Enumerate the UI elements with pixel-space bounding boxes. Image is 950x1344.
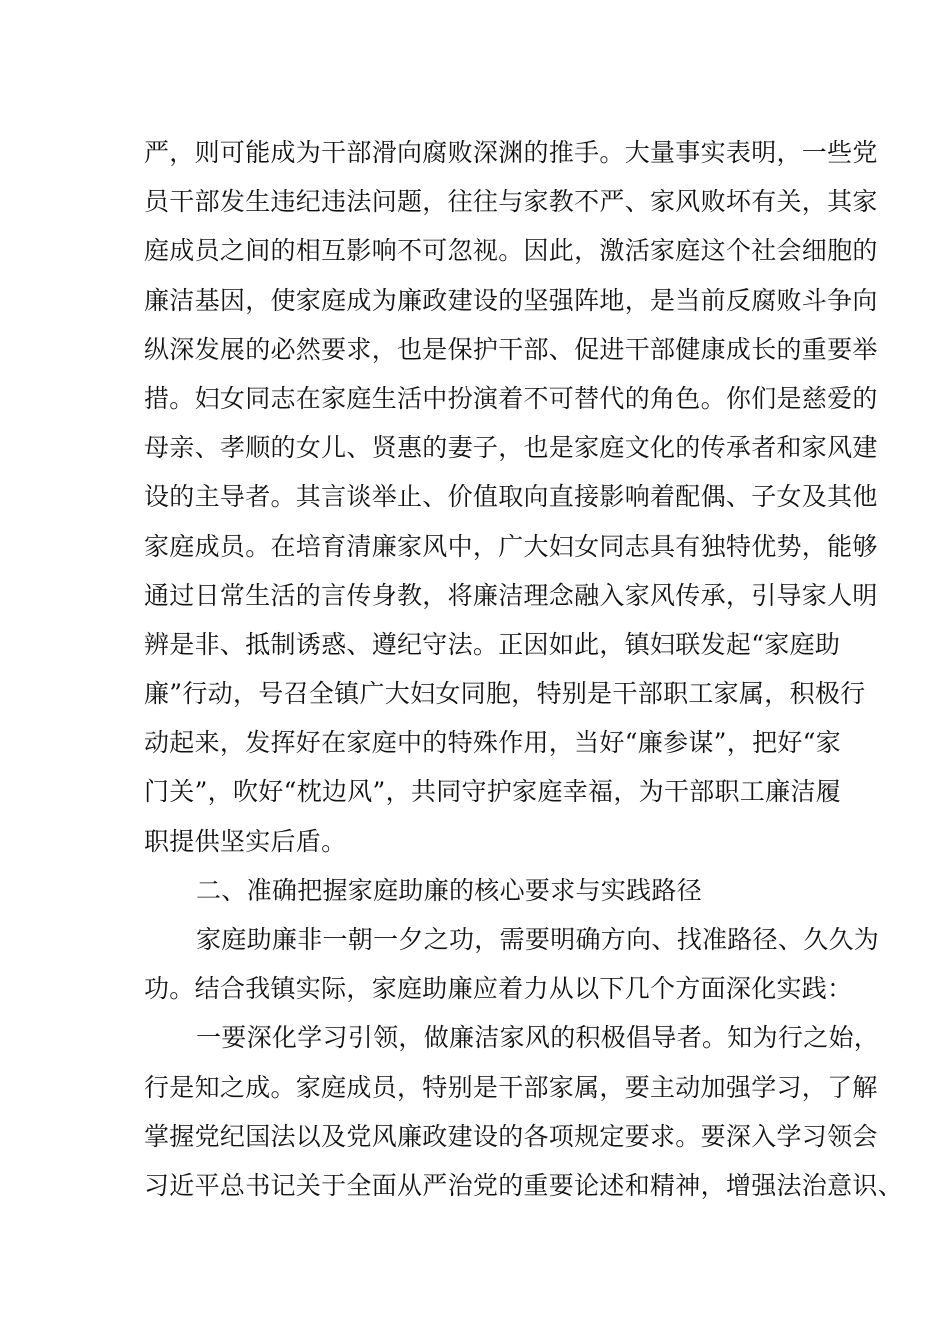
text-line-12: 廉”行动，号召全镇广大妇女同胞，特别是干部职工家属，积极行: [144, 679, 866, 709]
text-line-3: 庭成员之间的相互影响不可忽视。因此，激活家庭这个社会细胞的: [144, 236, 878, 266]
text-line-18: 功。结合我镇实际，家庭助廉应着力从以下几个方面深化实践：: [144, 974, 853, 1004]
text-line-1: 严，则可能成为干部滑向腐败深渊的推手。大量事实表明，一些党: [144, 138, 878, 167]
body-text: [144, 128, 904, 1210]
text-line-10: 通过日常生活的言传身教，将廉洁理念融入家风传承，引导家人明: [144, 580, 878, 610]
text-line-15: 职提供坚实后盾。: [144, 826, 347, 856]
text-line-8: 设的主导者。其言谈举止、价值取向直接影响着配偶、子女及其他: [144, 482, 878, 512]
text-line-11: 辨是非、抵制诱惑、遵纪守法。正因如此，镇妇联发起“家庭助: [144, 629, 841, 659]
text-line-9: 家庭成员。在培育清廉家风中，广大妇女同志具有独特优势，能够: [144, 531, 878, 561]
text-line-14: 门关”，吹好“枕边风”，共同守护家庭幸福，为干部职工廉洁履: [144, 777, 842, 807]
text-line-4: 廉洁基因，使家庭成为廉政建设的坚强阵地，是当前反腐败斗争向: [144, 285, 878, 315]
text-line-6: 措。妇女同志在家庭生活中扮演着不可替代的角色。你们是慈爱的: [144, 383, 878, 413]
text-line-7: 母亲、孝顺的女儿、贤惠的妻子，也是家庭文化的传承者和家风建: [144, 433, 878, 463]
section-heading: 二、准确把握家庭助廉的核心要求与实践路径: [196, 875, 703, 905]
text-line-17: 家庭助廉非一朝一夕之功，需要明确方向、找准路径、久久为: [196, 925, 880, 954]
text-line-19: 一要深化学习引领，做廉洁家风的积极倡导者。知为行之始，: [196, 1023, 880, 1053]
text-line-21: 掌握党纪国法以及党风廉政建设的各项规定要求。要深入学习领会: [144, 1121, 878, 1151]
text-line-2: 员干部发生违纪违法问题，往往与家教不严、家风败坏有关，其家: [144, 187, 878, 217]
text-line-20: 行是知之成。家庭成员，特别是干部家属，要主动加强学习，了解: [144, 1072, 878, 1102]
text-line-22: 习近平总书记关于全面从严治党的重要论述和精神，增强法治意识、: [144, 1170, 904, 1200]
text-line-13: 动起来，发挥好在家庭中的特殊作用，当好“廉参谋”，把好“家: [144, 728, 842, 758]
text-line-5: 纵深发展的必然要求，也是保护干部、促进干部健康成长的重要举: [144, 334, 878, 364]
